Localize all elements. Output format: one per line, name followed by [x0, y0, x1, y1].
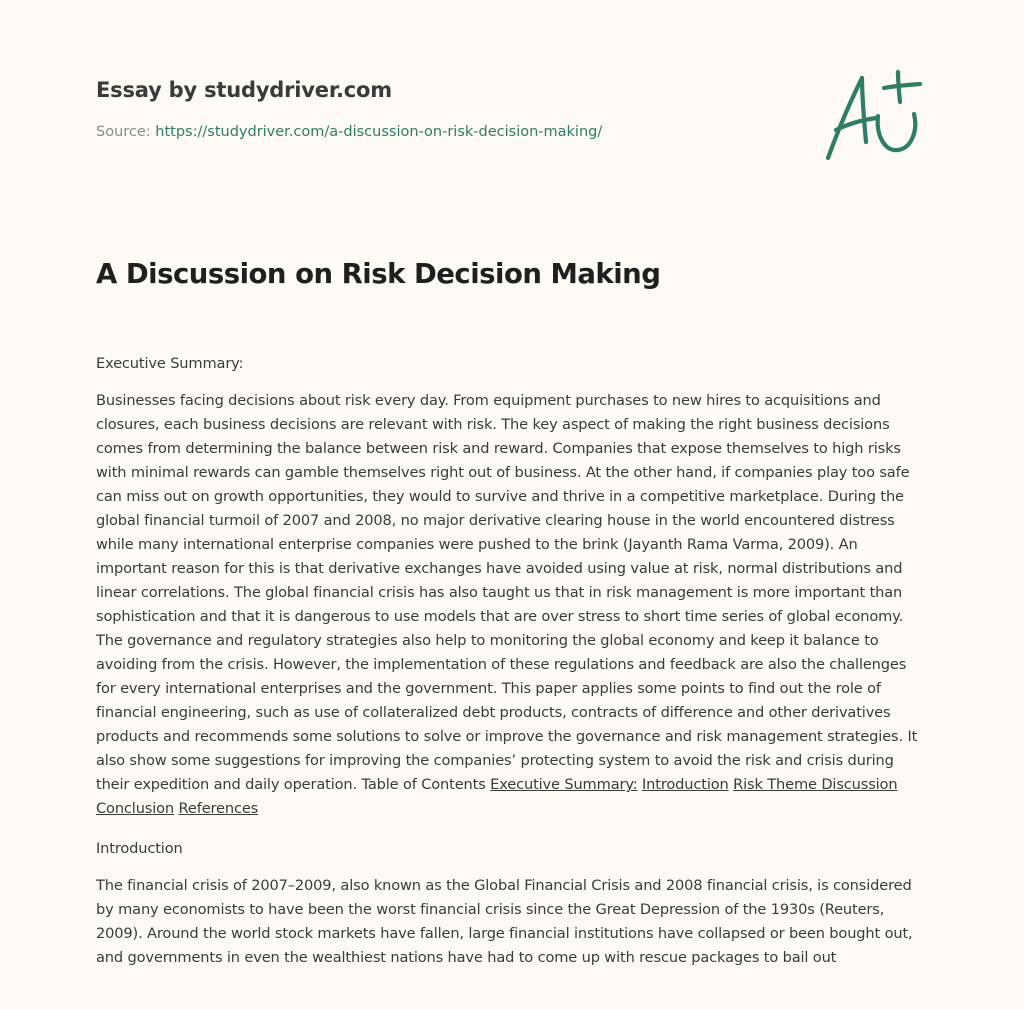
article-body	[96, 352, 930, 986]
article-title: A Discussion on Risk Decision Making	[96, 258, 661, 290]
toc-link-risk-theme-discussion[interactable]: Risk Theme Discussion	[733, 776, 898, 793]
source-line	[96, 122, 796, 142]
introduction-paragraph: The financial crisis of 2007–2009, also known as the Global Financial Crisis and 2008 financial crisis, is considered by many economists to have been the worst financial crisis since the Great Depression of the 1930s (Reuters, 2009). Around the world stock markets have fallen, large financial institutions have collapsed or been bought out, and governments in even the wealthiest nations have had to come up with rescue packages to bail out	[96, 877, 913, 966]
executive-summary-text: Businesses facing decisions about risk every day. From equipment purchases to new hires to acquisitions and closures, each business decisions are relevant with risk. The key aspect of making the right business decisions comes from determining the balance between risk and reward. Companies that expose themselves to high risks with minimal rewards can gamble themselves right out of business. At the other hand, if companies play too safe can miss out on growth opportunities, they would to survive and thrive in a competitive marketplace. During the global financial turmoil of 2007 and 2008, no major derivative clearing house in the world encountered distress while many international enterprise companies were pushed to the brink (Jayanth Rama Varma, 2009). An important reason for this is that derivative exchanges have avoided using value at risk, normal distributions and linear correlations. The global financial crisis has also taught us that in risk management is more important than sophistication and that it is dangerous to use models that are over stress to short time series of global economy. The governance and regulatory strategies also help to monitoring the global economy and keep it balance to avoiding from the crisis. However, the implementation of these regulations and feedback are also the challenges for every international enterprises and the government. This paper applies some points to find out the role of financial engineering, such as use of collateralized debt products, contracts of difference and other derivatives products and recommends some solutions to solve or improve the governance and risk management strategies. It also show some suggestions for improving the companies’ protecting system to avoid the risk and crisis during their expedition and daily operation. Table of Contents	[96, 392, 918, 793]
a-plus-logo-icon	[822, 68, 926, 164]
source-link[interactable]: https://studydriver.com/a-discussion-on-risk-decision-making/	[155, 124, 603, 140]
toc-link-conclusion[interactable]: Conclusion	[96, 800, 175, 817]
executive-summary-paragraph	[96, 389, 930, 821]
introduction-heading: Introduction	[96, 840, 183, 857]
essay-header	[96, 76, 796, 142]
toc-link-references[interactable]: References	[178, 800, 259, 817]
source-label: Source:	[96, 124, 156, 140]
toc-link-introduction[interactable]: Introduction	[642, 776, 729, 793]
executive-summary-heading: Executive Summary:	[96, 355, 244, 372]
brand-title: Essay by studydriver.com	[96, 78, 392, 102]
toc-link-executive-summary[interactable]: Executive Summary:	[490, 776, 638, 793]
